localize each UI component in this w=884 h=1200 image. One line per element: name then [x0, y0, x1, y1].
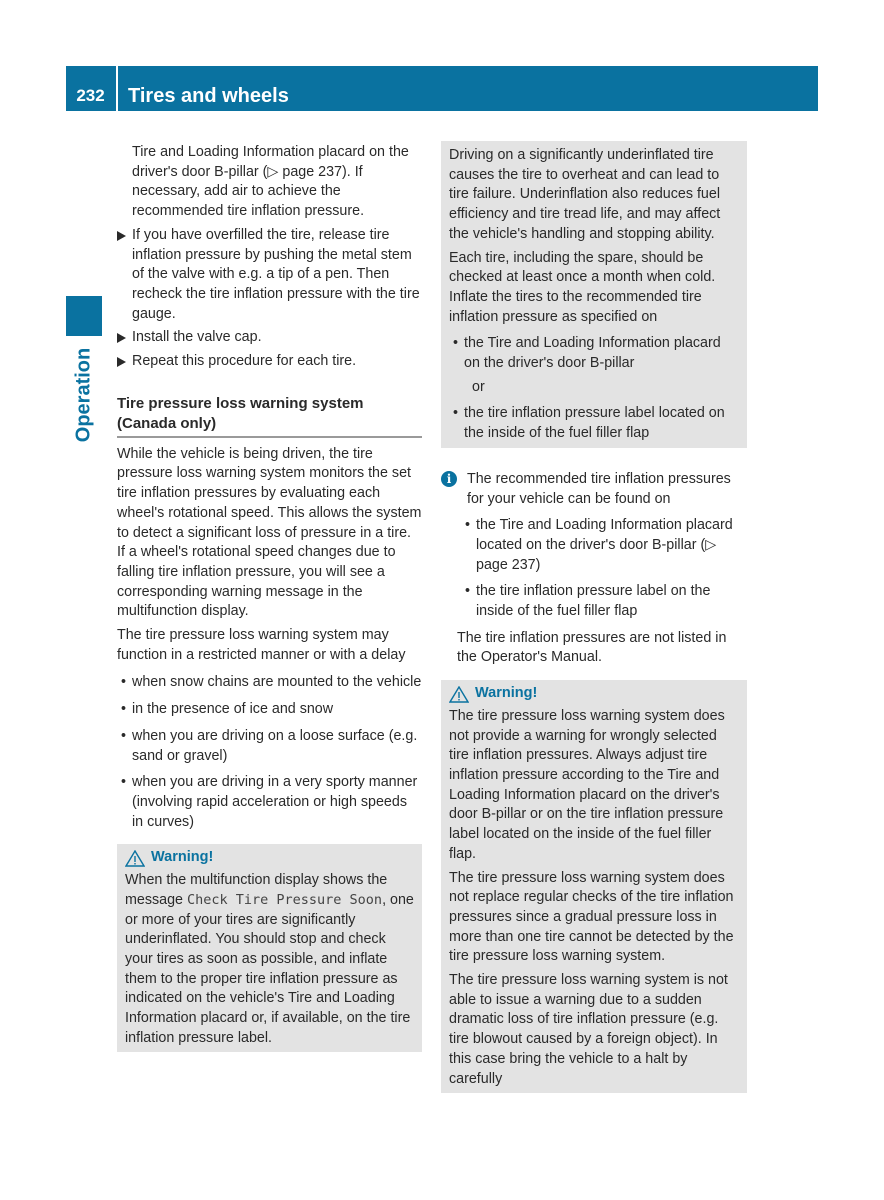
or-text: or [472, 378, 485, 395]
bullet-icon: • [453, 405, 459, 422]
arrow-icon [117, 333, 126, 343]
step-item [117, 328, 422, 348]
list-item [449, 404, 739, 443]
page-header [66, 66, 818, 111]
side-tab [66, 345, 102, 445]
step-item [117, 226, 422, 325]
side-tab-marker [66, 296, 102, 336]
warning-box [117, 844, 422, 1052]
list-item-text: the tire inflation pressure label on the inside of the fuel filler flap [476, 583, 711, 620]
arrow-icon [117, 231, 126, 241]
left-column [117, 143, 422, 1052]
warning-box [441, 680, 747, 1093]
list-item-text: the tire inflation pressure label located on the inside of the fuel filler flap [464, 405, 725, 442]
bullet-icon: • [121, 701, 127, 718]
step-text: If you have overfilled the tire, release tire inflation pressure by pushing the metal stem of the valve with e.g. a tip of a pen. Then recheck the tire inflation pressure with the tire gauge. [132, 226, 420, 322]
info-note [441, 470, 747, 668]
bullet-icon: • [453, 335, 459, 352]
page-number: 232 [76, 86, 105, 105]
list-item [461, 582, 747, 621]
header-divider [116, 66, 118, 111]
list-item-text: when snow chains are mounted to the vehicle [132, 674, 422, 691]
right-column [441, 141, 747, 1093]
warning-text-part: When the multifunction display shows the message [125, 872, 388, 908]
warning-title: Warning! [151, 849, 214, 866]
bullet-icon: • [121, 774, 127, 791]
list-item-text: the Tire and Loading Information placard on the driver's door B-pillar [464, 335, 721, 372]
info-icon: i [441, 471, 457, 487]
bullet-icon: • [465, 583, 471, 600]
list-item [461, 516, 747, 575]
warning-title: Warning! [475, 685, 538, 702]
display-message: Check Tire Pressure Soon [186, 891, 383, 908]
bullet-icon: • [121, 727, 127, 744]
paragraph: Driving on a significantly underinflated tire causes the tire to overheat and can lead to tire failure. Underinflation also reduces fuel efficiency and tire tread life, and may affect the vehicle's handling and stopping ability. [449, 147, 721, 242]
warning-triangle-icon [449, 686, 469, 703]
page-title: Tires and wheels [128, 85, 289, 107]
step-text: Repeat this procedure for each tire. [132, 353, 357, 370]
step-text: Install the valve cap. [132, 329, 262, 346]
arrow-icon [117, 357, 126, 367]
list-item-text: in the presence of ice and snow [132, 701, 334, 718]
warning-heading [125, 848, 414, 868]
paragraph: While the vehicle is being driven, the tire pressure loss warning system monitors the set tire inflation pressures by evaluating each wheel's rotational speed. This allows the system to detect a significant loss of pressure in a tire. If a wheel's rotational speed changes due to falling tire inflation pressure, you will see a corresponding warning message in the multifunction display. [117, 445, 422, 620]
paragraph: The tire pressure loss warning system does not replace regular checks of the tire inflation pressures since a gradual pressure loss in more than one tire cannot be detected by the tire pressure loss warning system. [449, 869, 734, 965]
info-footer: The tire inflation pressures are not listed in the Operator's Manual. [457, 629, 727, 666]
paragraph: The tire pressure loss warning system does not provide a warning for wrongly selected tire inflation pressures. Always adjust tire inflation pressure according to the Tire and Loading Information placard on the driver's door B-pillar or on the tire inflation pressure label located on the inside of the fuel filler flap. [449, 707, 725, 862]
list-item [117, 673, 422, 693]
list-item-text: the Tire and Loading Information placard located on the driver's door B-pillar (▷ page 237) [476, 517, 733, 573]
caution-box [441, 141, 747, 448]
paragraph: The tire pressure loss warning system may function in a restricted manner or with a delay [117, 627, 406, 663]
step-item [117, 352, 422, 372]
warning-triangle-icon [125, 850, 145, 867]
bullet-icon: • [121, 674, 127, 691]
paragraph: Each tire, including the spare, should be checked at least once a month when cold. Inflate the tires to the recommended tire inflation pressure as specified on [449, 249, 716, 325]
list-item [117, 727, 422, 766]
list-item [117, 773, 422, 832]
intro-text: Tire and Loading Information placard on the driver's door B-pillar (▷ page 237). If necessary, add air to achieve the recommended tire inflation pressure. [132, 144, 409, 220]
side-tab-label: Operation [72, 347, 95, 443]
list-item [449, 334, 739, 373]
warning-heading [449, 684, 739, 704]
section-heading: Tire pressure loss warning system (Canada only) [117, 394, 422, 438]
list-item-text: when you are driving on a loose surface (e.g. sand or gravel) [132, 727, 418, 764]
list-item [117, 700, 422, 720]
warning-text-part: , one or more of your tires are significantly underinflated. You should stop and check your tires as soon as possible, and inflate them to the proper tire inflation pressure as indicated on the vehicle's Tire and Loading Information placard or, if available, on the tire inflation pressure label. [125, 891, 414, 1046]
list-item-text: when you are driving in a very sporty manner (involving rapid acceleration or high speeds in curves) [132, 774, 418, 830]
info-text: The recommended tire inflation pressures for your vehicle can be found on [467, 470, 731, 507]
warning-text [125, 871, 414, 1048]
paragraph: The tire pressure loss warning system is not able to issue a warning due to a sudden dramatic loss of tire inflation pressure (e.g. tire blowout caused by a foreign object). In this case bring the vehicle to a halt by carefully [449, 972, 728, 1087]
bullet-icon: • [465, 517, 471, 534]
